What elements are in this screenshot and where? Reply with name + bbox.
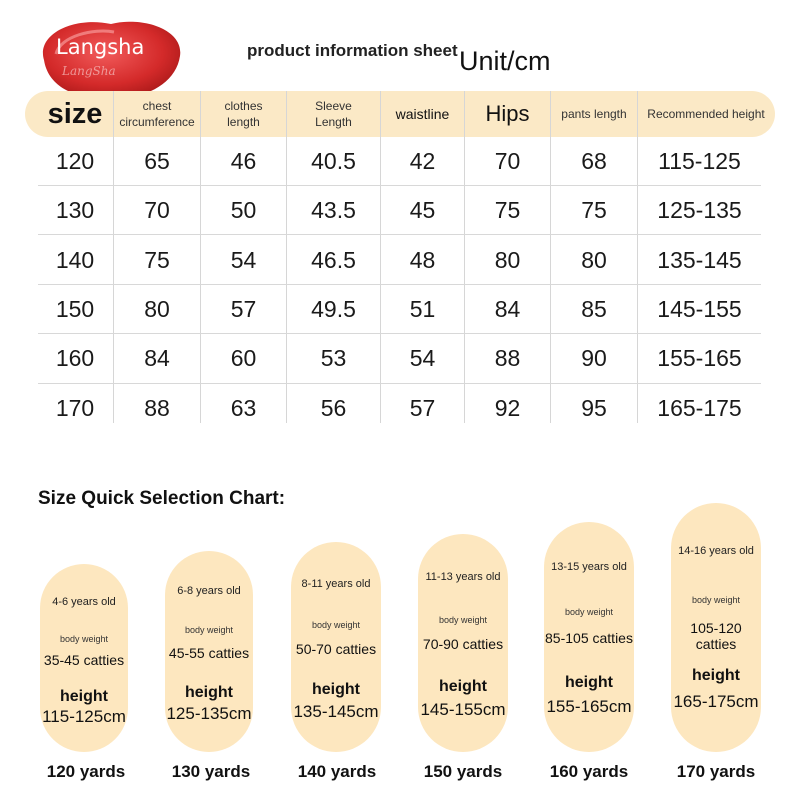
card-yards-label: 140 yards xyxy=(297,762,377,781)
table-cell: 80 xyxy=(581,246,607,273)
logo-text: Langsha xyxy=(56,35,145,59)
table-cell: 48 xyxy=(409,246,436,273)
card-height-label: height xyxy=(185,683,233,701)
card-bw-label: body weight xyxy=(564,607,614,618)
sheet-title: product information sheet xyxy=(247,41,458,60)
table-cell: 46 xyxy=(230,148,257,174)
table-cell: 46.5 xyxy=(311,246,356,273)
card-yards-label: 120 yards xyxy=(46,762,126,781)
card-age: 11-13 years old xyxy=(425,571,501,584)
table-row-size: 150 xyxy=(55,295,95,322)
table-cell: 135-145 xyxy=(657,246,742,273)
card-weight: 45-55 catties xyxy=(168,645,250,662)
card-height: 135-145cm xyxy=(293,701,379,721)
table-cell: 95 xyxy=(581,394,607,421)
header-recommended-height: Recommended height xyxy=(647,107,765,121)
table-cell: 80 xyxy=(494,246,521,273)
table-cell: 63 xyxy=(230,394,257,421)
header-sleeve-length: Sleeve Length xyxy=(315,99,352,129)
table-cell: 75 xyxy=(144,246,170,273)
table-cell: 57 xyxy=(409,394,436,421)
logo-script: LangSha xyxy=(62,64,116,78)
card-weight: 35-45 catties xyxy=(43,652,125,669)
table-cell: 85 xyxy=(581,295,607,322)
table-row-size: 160 xyxy=(55,345,95,372)
header-pants-length: pants length xyxy=(561,107,627,121)
card-age: 8-11 years old xyxy=(301,577,371,590)
card-weight: 105-120 catties xyxy=(690,620,742,653)
table-cell: 88 xyxy=(494,345,521,372)
card-bw-label: body weight xyxy=(311,619,361,630)
table-cell: 155-165 xyxy=(657,345,742,372)
table-cell: 50 xyxy=(230,197,257,224)
card-height-label: height xyxy=(692,667,740,685)
card-yards-label: 150 yards xyxy=(423,762,503,781)
table-cell: 57 xyxy=(230,295,257,322)
table-cell: 42 xyxy=(409,148,436,174)
unit-label: Unit/cm xyxy=(459,46,551,76)
card-height-label: height xyxy=(439,677,487,695)
header-chest: chest circumference xyxy=(119,99,195,129)
card-height-label: height xyxy=(565,673,613,691)
card-age: 4-6 years old xyxy=(52,595,116,608)
card-height-label: height xyxy=(312,680,360,698)
card-height-label: height xyxy=(60,688,108,706)
table-cell: 65 xyxy=(144,148,170,174)
table-cell: 40.5 xyxy=(311,148,356,174)
table-cell: 51 xyxy=(409,295,436,322)
card-height: 155-165cm xyxy=(546,696,632,716)
card-height: 115-125cm xyxy=(42,706,126,726)
table-row-size: 170 xyxy=(55,394,95,421)
card-yards-label: 170 yards xyxy=(676,762,756,781)
header-waistline: waistline xyxy=(395,106,450,122)
table-cell: 56 xyxy=(320,394,347,421)
table-cell: 145-155 xyxy=(657,295,742,322)
card-bw-label: body weight xyxy=(184,625,234,636)
header-clothes-length: clothes length xyxy=(224,99,263,129)
table-cell: 84 xyxy=(494,295,521,322)
card-yards-label: 130 yards xyxy=(171,762,251,781)
card-height: 165-175cm xyxy=(673,692,759,712)
table-cell: 70 xyxy=(144,197,170,224)
table-cell: 84 xyxy=(144,345,170,372)
table-cell: 49.5 xyxy=(311,295,356,322)
table-cell: 45 xyxy=(409,197,436,224)
table-cell: 75 xyxy=(581,197,607,224)
table-cell: 70 xyxy=(494,148,521,174)
size-card xyxy=(544,522,634,752)
table-row-size: 130 xyxy=(55,197,95,224)
table-cell: 53 xyxy=(320,345,347,372)
card-age: 14-16 years old xyxy=(678,545,754,558)
card-yards-label: 160 yards xyxy=(549,762,629,781)
card-bw-label: body weight xyxy=(59,633,109,644)
size-card xyxy=(291,542,381,752)
header-hips: Hips xyxy=(485,101,530,126)
table-cell: 80 xyxy=(144,295,170,322)
table-cell: 43.5 xyxy=(311,197,356,224)
card-weight: 85-105 catties xyxy=(545,630,633,647)
table-cell: 88 xyxy=(144,394,170,421)
card-age: 13-15 years old xyxy=(551,561,627,574)
table-cell: 125-135 xyxy=(657,197,742,224)
size-card xyxy=(671,503,761,752)
table-cell: 90 xyxy=(581,345,607,372)
table-cell: 60 xyxy=(230,345,257,372)
card-bw-label: body weight xyxy=(438,614,488,625)
table-cell: 75 xyxy=(494,197,521,224)
header-size: size xyxy=(47,98,103,130)
card-height: 125-135cm xyxy=(166,703,252,723)
table-cell: 165-175 xyxy=(657,394,742,421)
size-card xyxy=(165,551,253,752)
size-card xyxy=(40,564,128,752)
size-card xyxy=(418,534,508,752)
table-cell: 68 xyxy=(581,148,607,174)
card-bw-label: body weight xyxy=(691,595,741,606)
quick-selection-title: Size Quick Selection Chart: xyxy=(38,488,286,509)
table-cell: 54 xyxy=(409,345,436,372)
table-cell: 54 xyxy=(230,246,257,273)
table-cell: 115-125 xyxy=(658,148,741,174)
table-row-size: 140 xyxy=(55,246,95,273)
table-cell: 92 xyxy=(494,394,521,421)
card-weight: 50-70 catties xyxy=(295,640,377,657)
card-age: 6-8 years old xyxy=(177,585,241,598)
table-row-size: 120 xyxy=(55,148,95,174)
card-weight: 70-90 catties xyxy=(422,636,504,653)
card-height: 145-155cm xyxy=(420,699,506,719)
